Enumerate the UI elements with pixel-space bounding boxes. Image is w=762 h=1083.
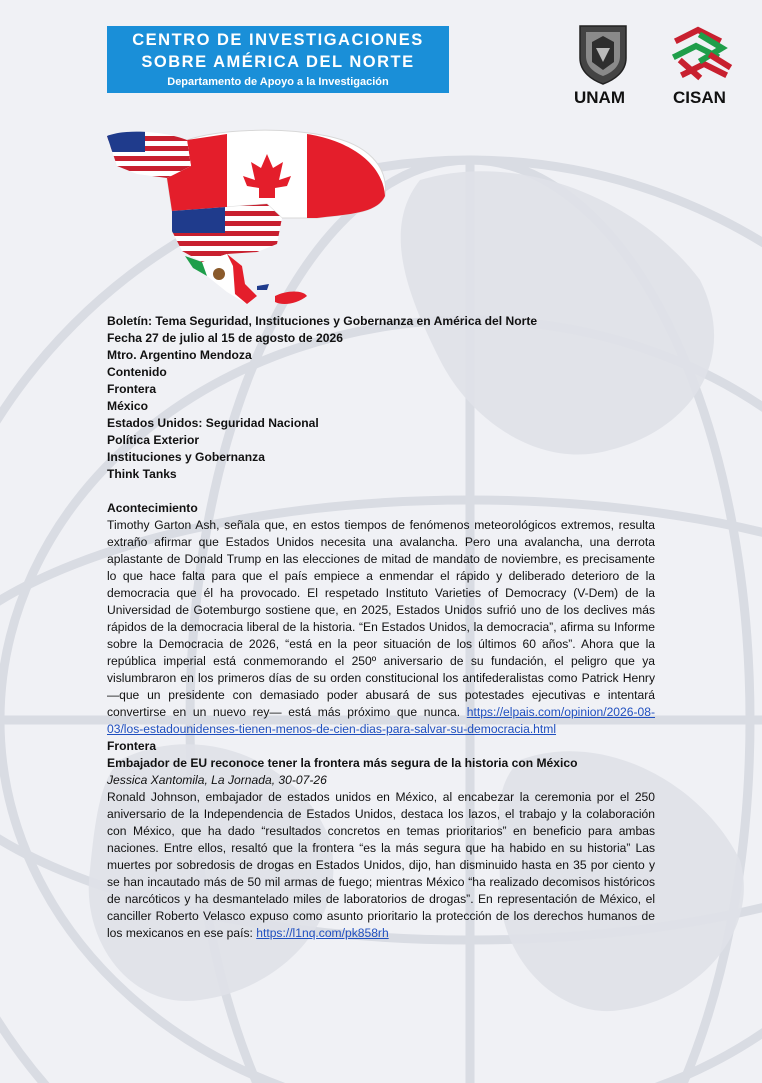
banner-line-1: CENTRO DE INVESTIGACIONES (132, 31, 424, 49)
acontecimiento-text: Timothy Garton Ash, señala que, en estos tiempos de fenómenos meteorológicos extremos, resulta extraño afirmar que Estados Unidos necesita una avalancha. Pero una avalancha, una derrota aplastante de Donald Trump en las elecciones de mitad de mandato de noviembre, es precisamente lo que hace falta para que el país empiece a enmendar el rápido y deliberado deterioro de la democracia que él ha provocado. El respetado Instituto Varieties of Democracy (V-Dem) de la Universidad de Gotemburgo sostiene que, en 2025, Estados Unidos sufrió uno de los declives más rápidos de la democracia liberal de la historia. “En Estados Unidos, la democracia”, afirma su Informe sobre la Democracia de 2026, “está en la peor situación de los últimos 60 años”. Ahora que la república imperial está conmemorando el 250º aniversario de su fundación, el peligro que ya vislumbraron en los primeros días de su orden constitucional los antifederalistas como Patrick Henry —que un presidente con demasiado poder abusará de sus potestades ejecutivas e intentará convertirse en un nuevo rey— está más próximo que nunca. (107, 518, 655, 719)
bulletin-date: Fecha 27 de julio al 15 de agosto de 2026 (107, 331, 343, 345)
section-heading-frontera: Frontera (107, 739, 157, 753)
unam-label: UNAM (574, 88, 625, 107)
toc-item-seguridad-nacional[interactable]: Estados Unidos: Seguridad Nacional (107, 416, 319, 430)
section-heading-acontecimiento: Acontecimiento (107, 501, 198, 515)
jornada-link[interactable]: https://l1nq.com/pk858rh (256, 926, 389, 940)
cisan-label: CISAN (673, 88, 726, 107)
article-byline: Jessica Xantomila, La Jornada, 30-07-26 (107, 773, 327, 787)
banner-line-2: SOBRE AMÉRICA DEL NORTE (141, 53, 415, 71)
cisan-logo-icon (668, 26, 734, 86)
toc-heading: Contenido (107, 365, 167, 379)
north-america-flag-map (107, 126, 392, 311)
bulletin-title: Boletín: Tema Seguridad, Instituciones y Gobernanza en América del Norte (107, 314, 538, 328)
institution-banner (107, 26, 449, 93)
bulletin-content (107, 313, 655, 942)
toc-item-frontera[interactable]: Frontera (107, 382, 157, 396)
elpais-link[interactable]: https://elpais.com/opinion/2026-08-03/los-estadounidenses-tienen-menos-de-cien-dias-para-salvar-su-democracia.html (107, 705, 655, 736)
acontecimiento-body (107, 517, 655, 738)
toc-item-mexico[interactable]: México (107, 399, 148, 413)
toc-item-think-tanks[interactable]: Think Tanks (107, 467, 177, 481)
banner-line-3: Departamento de Apoyo a la Investigación (167, 76, 389, 88)
frontera-text: Ronald Johnson, embajador de estados unidos en México, al encabezar la ceremonia por el 250 aniversario de la Independencia de Estados Unidos, destaca los lazos, el trabajo y la colaboración con México, que ha dado “resultados concretos en temas prioritarios” en beneficio para ambas naciones. Entre ellos, resaltó que la frontera “es la más segura que ha habido en su historia” Las muertes por sobredosis de drogas en Estados Unidos, dijo, han disminuido hasta en 35 por ciento y se han incautado más de 50 mil armas de fuego; mientras México “ha realizado decomisos históricos de narcóticos y ha desmantelado miles de laboratorios de drogas”. En representación de México, el canciller Roberto Velasco expuso como asunto prioritario la protección de los derechos humanos de los mexicanos en ese país: (107, 790, 655, 940)
toc-item-instituciones[interactable]: Instituciones y Gobernanza (107, 450, 265, 464)
bulletin-author: Mtro. Argentino Mendoza (107, 348, 252, 362)
unam-crest-icon (572, 22, 634, 86)
frontera-body (107, 789, 655, 942)
toc-item-politica-exterior[interactable]: Política Exterior (107, 433, 200, 447)
article-title: Embajador de EU reconoce tener la frontera más segura de la historia con México (107, 756, 578, 770)
